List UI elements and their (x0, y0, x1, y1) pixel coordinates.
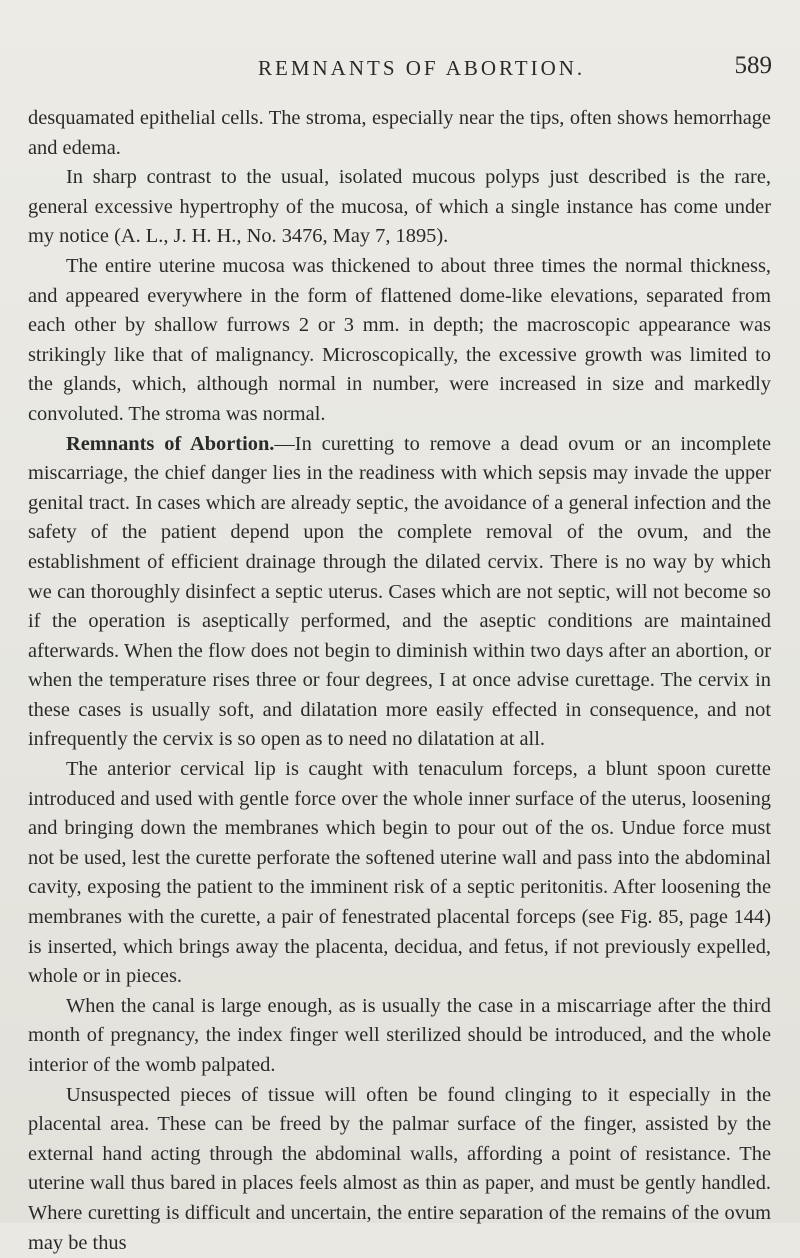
paragraph (28, 430, 771, 756)
paragraph-text: The anterior cervical lip is caught with tenaculum forceps, a blunt spoon curette introduced and used with gentle force over the whole inner surface of the uterus, loosening and bringing down the membranes which begin to pour out of the os. Undue force must not be used, lest the curette perforate the softened uterine wall and pass into the abdominal cavity, exposing the patient to the imminent risk of a septic peritonitis. After loosening the membranes with the curette, a pair of fenestrated placental forceps (see Fig. 85, page 144) is inserted, which brings away the placenta, decidua, and fetus, if not previously expelled, whole or in pieces. (28, 758, 771, 988)
paragraph (28, 755, 771, 992)
page-number: 589 (734, 52, 772, 79)
paragraph (28, 104, 771, 163)
paragraph-text: desquamated epithelial cells. The stroma, especially near the tips, often shows hemorrhage and edema. (28, 107, 771, 159)
running-title: REMNANTS OF ABORTION. (258, 56, 586, 80)
paragraph-text: Unsuspected pieces of tissue will often be found clinging to it especially in the placental area. These can be freed by the palmar surface of the finger, assisted by the external hand acting through the abdominal walls, affording a point of resistance. The uterine wall thus bared in places feels almost as thin as paper, and must be gently handled. Where curetting is difficult and uncertain, the entire separation of the remains of the ovum may be thus (28, 1083, 771, 1254)
paragraph (28, 252, 771, 430)
paragraph (28, 163, 771, 252)
section-heading: Remnants of Abortion. (66, 432, 275, 455)
paragraph-text: —In curetting to remove a dead ovum or an incomplete miscarriage, the chief danger lies in the readiness with which sepsis may invade the upper genital tract. In cases which are already septic, the avoidance of a general infection and the safety of the patient depend upon the complete removal of the ovum, and the establishment of efficient drainage through the dilated cervix. There is no way by which we can thoroughly disinfect a septic uterus. Cases which are not septic, will not become so if the operation is aseptically performed, and the aseptic conditions are maintained afterwards. When the flow does not begin to diminish within two days after an abortion, or when the temperature rises three or four degrees, I at once advise curettage. The cervix in these cases is usually soft, and dilatation more easily effected in consequence, and not infrequently the cervix is so open as to need no dilatation at all. (28, 432, 771, 751)
paragraph (28, 1081, 771, 1258)
paragraph (28, 992, 771, 1081)
paragraph-text: In sharp contrast to the usual, isolated mucous polyps just described is the rare, general excessive hypertrophy of the mucosa, of which a single instance has come under my notice (A. L., J. H. H., No. 3476, May 7, 1895). (28, 166, 771, 248)
paragraph-text: When the canal is large enough, as is usually the case in a miscarriage after the third month of pregnancy, the index finger well sterilized should be introduced, and the whole interior of the womb palpated. (28, 994, 771, 1076)
body-text (28, 104, 771, 1258)
running-head (0, 48, 800, 88)
paragraph-text: The entire uterine mucosa was thickened to about three times the normal thickness, and appeared everywhere in the form of flattened dome-like elevations, separated from each other by shallow furrows 2 or 3 mm. in depth; the macroscopic appearance was strikingly like that of malignancy. Microscopically, the excessive growth was limited to the glands, which, although normal in number, were increased in size and markedly convoluted. The stroma was normal. (28, 254, 771, 425)
